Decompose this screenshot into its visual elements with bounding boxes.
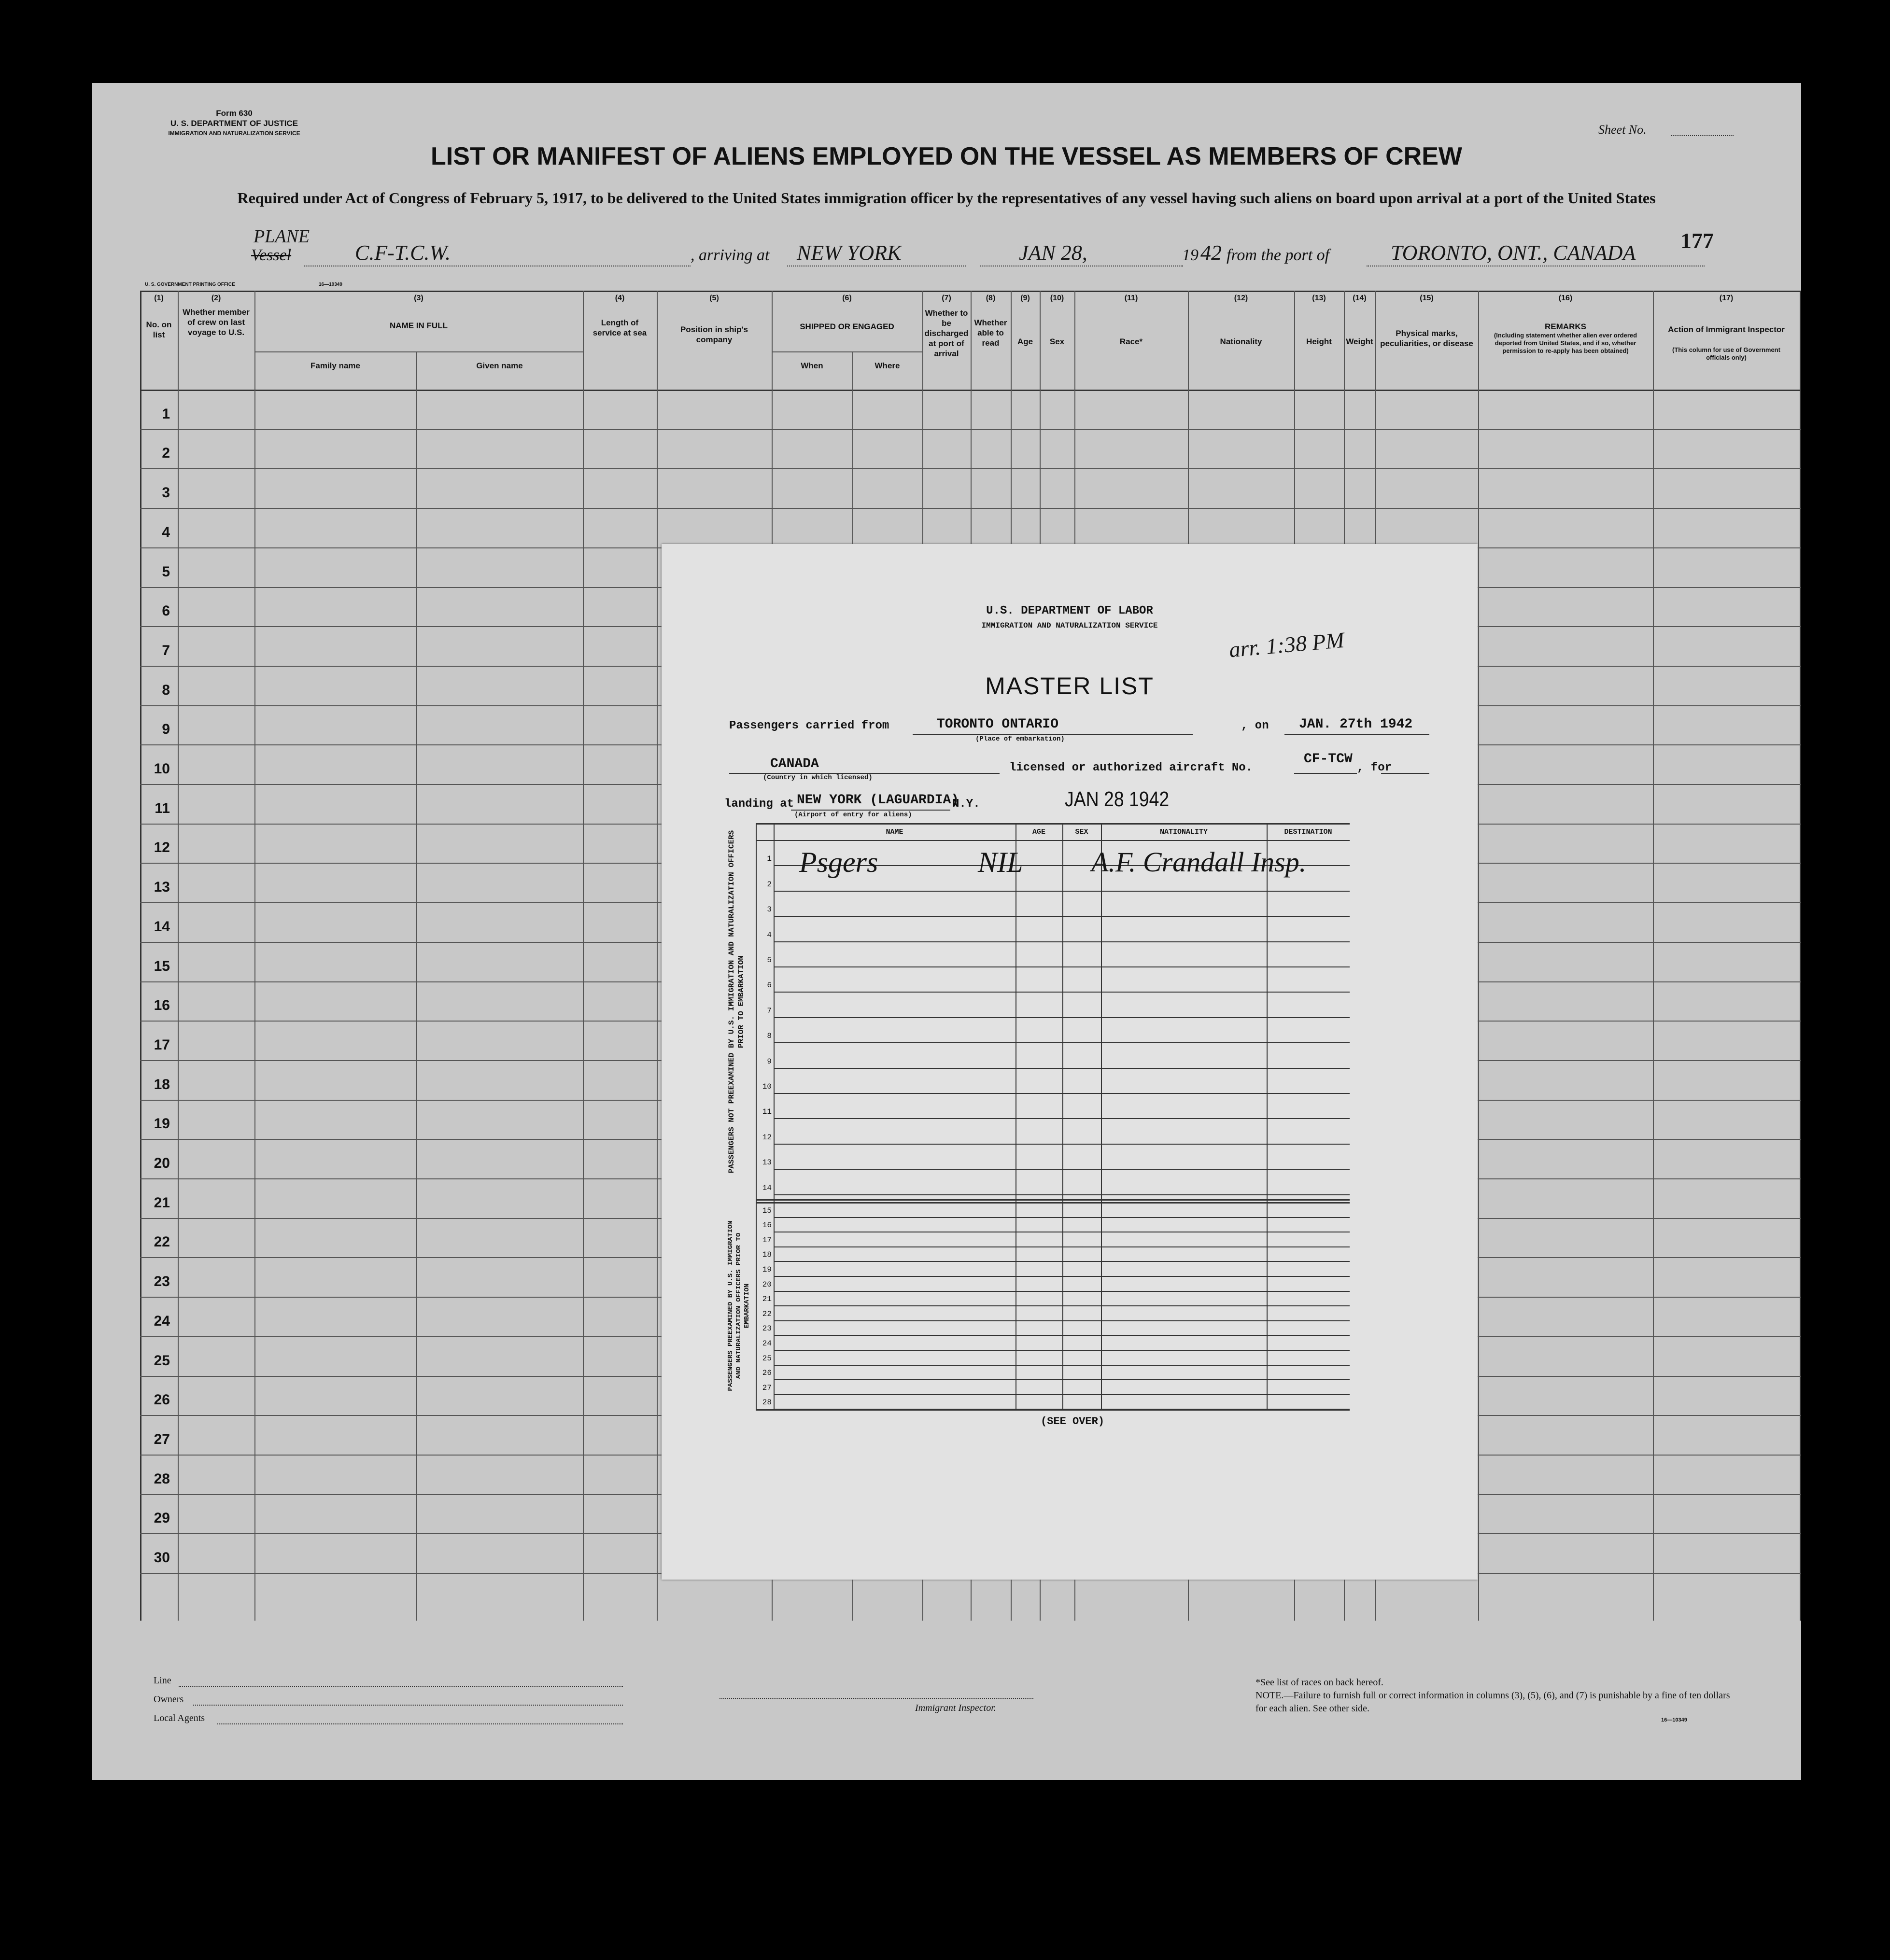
ml-on-label: , on: [1241, 719, 1269, 732]
ml-embark-caption: (Place of embarkation): [975, 735, 1065, 743]
ml-on-date: JAN. 27th 1942: [1299, 717, 1413, 732]
ml-row-rule: [774, 1409, 1350, 1410]
ml-row-number: 15: [762, 1206, 772, 1215]
ml-row-number: 23: [762, 1324, 772, 1333]
row-number: 16: [154, 997, 170, 1013]
ml-col-nationality: NATIONALITY: [1159, 828, 1208, 836]
col-label-10: Sex: [1049, 337, 1065, 346]
ml-row-rule: [774, 1350, 1350, 1351]
ml-carried-from-line: [913, 734, 1193, 735]
arriving-label: , arriving at: [691, 246, 770, 264]
ml-row-number: 25: [762, 1354, 772, 1363]
ml-row-rule: [774, 1144, 1350, 1145]
col-rule: [1800, 291, 1801, 1621]
sheet-number-label: Sheet No.: [1598, 123, 1647, 137]
ml-carried-from-label: Passengers carried from: [729, 719, 889, 732]
line-line: [179, 1686, 623, 1687]
col-num-15: (15): [1420, 294, 1434, 302]
crew-manifest-sheet: [92, 83, 1801, 1780]
col-num-6: (6): [842, 294, 852, 302]
print-code: 16—10349: [319, 282, 342, 287]
ml-row-rule: [774, 1118, 1350, 1119]
page-number: 177: [1680, 228, 1714, 253]
col-label-4: Length of service at sea: [592, 318, 647, 337]
row-number: 1: [162, 406, 170, 422]
col-label-13: Height: [1306, 337, 1332, 346]
ml-side-preexamined: PASSENGERS PREEXAMINED BY U.S. IMMIGRATION AND NATURALIZATION OFFICERS PRIOR TO EMBARKATION: [727, 1220, 751, 1391]
vessel-name: C.F-T.C.W.: [355, 241, 451, 265]
col-num-8: (8): [986, 294, 996, 302]
ml-row-number: 4: [767, 931, 772, 939]
ml-row-rule: [774, 1217, 1350, 1218]
ml-side-rule: [756, 823, 757, 1409]
ml-row-rule: [774, 992, 1350, 993]
row-number: 18: [154, 1077, 170, 1092]
ml-row-number: 12: [762, 1133, 772, 1142]
ml-row-rule: [774, 1335, 1350, 1336]
ml-see-over: (SEE OVER): [1041, 1415, 1105, 1428]
row-number: 22: [154, 1234, 170, 1250]
row-number: 11: [155, 800, 170, 816]
ml-row-number: 3: [767, 905, 772, 914]
form-subtitle: Required under Act of Congress of February 5, 1917, to be delivered to the United States immigration officer by the representatives of any vessel having such aliens on board upon arrival at a port of the United States: [237, 189, 1656, 207]
ml-landing-at: NEW YORK (LAGUARDIA): [797, 793, 959, 808]
ml-row-rule: [774, 1194, 1350, 1195]
col-given-name: Given name: [476, 361, 523, 370]
col-num-9: (9): [1020, 294, 1030, 302]
master-list-insert: [662, 544, 1478, 1580]
ml-row-number: 7: [767, 1007, 772, 1015]
ml-row-rule: [774, 1093, 1350, 1094]
ml-department: U.S. DEPARTMENT OF LABOR: [986, 604, 1153, 617]
ml-row-rule: [774, 1068, 1350, 1069]
ml-service: IMMIGRATION AND NATURALIZATION SERVICE: [981, 621, 1158, 630]
ml-row-rule: [774, 1305, 1350, 1306]
line-label: Line: [154, 1675, 171, 1686]
col-num-10: (10): [1050, 294, 1064, 302]
row-number: 12: [154, 840, 170, 855]
name-subheader-rule: [254, 351, 583, 352]
ml-row-rule: [774, 1379, 1350, 1380]
row-number: 14: [154, 919, 170, 935]
ml-row-number: 2: [767, 880, 772, 889]
penalty-note: NOTE.—Failure to furnish full or correct information in columns (3), (5), (6), and (7) is punishable by a fine of ten dollars for each alien. See other side.: [1255, 1690, 1730, 1714]
ml-landing-line: [791, 810, 950, 811]
row-number: 7: [162, 643, 170, 658]
col-num-5: (5): [709, 294, 719, 302]
vessel-label: Vessel: [251, 246, 292, 264]
footer-code: 16—10349: [1661, 1717, 1687, 1723]
local-agents-line: [217, 1723, 623, 1724]
col-label-8: Whether able to read: [974, 318, 1007, 348]
ml-hand-nil: NIL: [978, 846, 1023, 878]
row-number: 8: [162, 682, 170, 698]
col-num-12: (12): [1234, 294, 1248, 302]
owners-line: [193, 1705, 623, 1706]
year-suffix: 42: [1200, 241, 1222, 265]
col-num-4: (4): [615, 294, 625, 302]
row-number: 4: [162, 524, 170, 540]
ml-on-date-line: [1284, 734, 1429, 735]
ml-ny: N.Y.: [952, 798, 980, 811]
ml-row-rule: [774, 1365, 1350, 1366]
col-remarks-note: (Including statement whether alien ever ordered deported from United States, and if so, whether permission to re-apply has been obtained): [1494, 332, 1637, 354]
col-label-11: Race*: [1119, 337, 1143, 346]
ml-country-caption: (Country in which licensed): [763, 774, 873, 782]
row-number: 27: [154, 1431, 170, 1447]
ml-row-rule: [774, 1261, 1350, 1262]
row-number: 23: [154, 1274, 170, 1289]
col-label-6: SHIPPED OR ENGAGED: [800, 322, 894, 331]
ml-row-number: 11: [762, 1107, 772, 1116]
col-family-name: Family name: [310, 361, 360, 370]
ml-table-split-rule: [756, 1199, 1350, 1201]
col-num-17: (17): [1719, 294, 1734, 302]
ml-row-number: 8: [767, 1032, 772, 1040]
ml-row-rule: [774, 891, 1350, 892]
ml-aircraft-line: [1294, 773, 1357, 774]
owners-label: Owners: [154, 1694, 184, 1705]
col-label-5: Position in ship's company: [680, 325, 748, 344]
row-number: 10: [154, 761, 170, 777]
inspector-signature-line: [719, 1698, 1033, 1699]
col-num-1: (1): [154, 294, 164, 302]
ml-row-rule: [774, 1042, 1350, 1043]
ml-row-rule: [774, 1320, 1350, 1321]
shipped-subheader-rule: [772, 351, 922, 352]
col-num-11: (11): [1124, 294, 1138, 302]
ml-title: MASTER LIST: [985, 672, 1154, 700]
row-number: 5: [162, 564, 170, 580]
ml-row-rule: [774, 1291, 1350, 1292]
col-rule: [416, 351, 417, 1621]
ml-side-not-preexamined: PASSENGERS NOT PREEXAMINED BY U.S. IMMIGRATION AND NATURALIZATION OFFICERS PRIOR TO EMBARKATION: [727, 830, 746, 1174]
ml-table-top-rule: [756, 823, 1350, 825]
ml-landing-label: landing at: [724, 798, 794, 811]
ml-row-number: 27: [762, 1384, 772, 1392]
col-rule: [178, 291, 179, 1621]
ml-row-number: 24: [762, 1339, 772, 1348]
col-label-1: No. on list: [146, 320, 172, 339]
row-number: 28: [154, 1471, 170, 1487]
ml-row-rule: [774, 1246, 1350, 1247]
col-label-14: Weight: [1346, 337, 1373, 346]
ml-hand-passengers: Psgers: [799, 846, 878, 878]
ml-for-line: [1381, 773, 1429, 774]
col-rule: [657, 291, 658, 1621]
col-num-7: (7): [942, 294, 951, 302]
col-label-9: Age: [1017, 337, 1033, 346]
row-number: 26: [154, 1392, 170, 1408]
row-number: 24: [154, 1313, 170, 1329]
ml-row-number: 26: [762, 1369, 772, 1377]
col-label-15: Physical marks, peculiarities, or disease: [1380, 329, 1473, 348]
row-rule: [140, 429, 1801, 430]
ml-arrival-time: arr. 1:38 PM: [1228, 627, 1345, 662]
ml-row-rule: [774, 1394, 1350, 1395]
row-number: 9: [162, 721, 170, 737]
col-label-12: Nationality: [1220, 337, 1262, 346]
ml-col-name: NAME: [886, 828, 903, 836]
ml-hand-signature: A.F. Crandall Insp.: [1091, 846, 1307, 878]
arrival-port: NEW YORK: [797, 241, 902, 265]
col-label-16: REMARKS: [1545, 322, 1586, 331]
col-rule: [1478, 291, 1479, 1621]
ml-col-age: AGE: [1032, 828, 1045, 836]
ml-row-number: 1: [767, 854, 772, 863]
ml-carried-from: TORONTO ONTARIO: [937, 717, 1059, 732]
ml-row-number: 14: [762, 1184, 772, 1192]
ml-row-rule: [774, 966, 1350, 967]
printing-office: U. S. GOVERNMENT PRINTING OFFICE: [145, 282, 235, 287]
row-rule: [140, 468, 1801, 469]
col-rule: [1653, 291, 1654, 1621]
ml-row-number: 19: [762, 1265, 772, 1274]
ml-row-rule: [774, 1169, 1350, 1170]
ml-col-sex: SEX: [1075, 828, 1088, 836]
sheet-number-line: [1671, 135, 1734, 136]
col-num-3: (3): [414, 294, 423, 302]
col-label-2: Whether member of crew on last voyage to U.S.: [183, 308, 250, 337]
row-number: 30: [154, 1550, 170, 1566]
form-title: LIST OR MANIFEST OF ALIENS EMPLOYED ON THE VESSEL AS MEMBERS OF CREW: [431, 142, 1462, 170]
ml-row-number: 6: [767, 981, 772, 990]
col-label-7: Whether to be discharged at port of arrival: [924, 308, 969, 358]
ml-row-rule: [774, 941, 1350, 942]
col-label-3: NAME IN FULL: [390, 321, 448, 330]
col-where: Where: [874, 361, 900, 370]
col-when: When: [801, 361, 823, 370]
ml-licensed-label: licensed or authorized aircraft No.: [1009, 761, 1253, 774]
col-num-16: (16): [1558, 294, 1573, 302]
ml-row-number: 9: [767, 1057, 772, 1066]
ml-row-rule: [774, 916, 1350, 917]
col-rule: [583, 291, 584, 1621]
col-label-17: Action of Immigrant Inspector: [1668, 325, 1785, 334]
col-rule: [254, 291, 255, 1621]
row-number: 21: [154, 1195, 170, 1211]
row-number: 6: [162, 603, 170, 619]
ml-row-number: 17: [762, 1236, 772, 1245]
row-number: 19: [154, 1116, 170, 1132]
plane-handwritten: PLANE: [254, 226, 310, 247]
ml-row-number: 28: [762, 1398, 772, 1407]
ml-row-number: 20: [762, 1280, 772, 1289]
row-rule: [140, 508, 1801, 509]
row-number: 13: [154, 879, 170, 895]
year-prefix: 19: [1182, 246, 1199, 264]
row-number: 2: [162, 445, 170, 461]
arrival-date: JAN 28,: [1019, 241, 1087, 265]
row-number: 17: [154, 1037, 170, 1053]
ml-col-destination: DESTINATION: [1284, 828, 1332, 836]
ml-for-label: , for: [1357, 761, 1392, 774]
ml-airport-caption: (Airport of entry for aliens): [794, 811, 912, 819]
form-number: Form 630: [216, 109, 253, 118]
local-agents-label: Local Agents: [154, 1713, 205, 1723]
from-port-label: from the port of: [1227, 246, 1330, 264]
ml-row-number: 16: [762, 1221, 772, 1230]
row-number: 20: [154, 1155, 170, 1171]
ml-row-number: 22: [762, 1310, 772, 1318]
ml-row-rule: [774, 1276, 1350, 1277]
ml-row-number: 5: [767, 956, 772, 965]
row-number: 3: [162, 485, 170, 501]
col-num-13: (13): [1312, 294, 1326, 302]
row-number: 29: [154, 1510, 170, 1526]
col-action-note: (This column for use of Government officials only): [1672, 346, 1780, 361]
department-name: U. S. DEPARTMENT OF JUSTICE: [170, 119, 298, 128]
from-port: TORONTO, ONT., CANADA: [1391, 241, 1636, 265]
row-number: 15: [154, 958, 170, 974]
ml-country: CANADA: [770, 756, 819, 771]
ml-aircraft-no: CF-TCW: [1304, 752, 1353, 767]
ml-row-number: 18: [762, 1250, 772, 1259]
ml-table-header-rule: [756, 840, 1350, 841]
row-number: 25: [154, 1353, 170, 1369]
ml-row-number: 10: [762, 1082, 772, 1091]
races-note: *See list of races on back hereof.: [1255, 1677, 1383, 1688]
col-num-14: (14): [1353, 294, 1367, 302]
inspector-label: Immigrant Inspector.: [915, 1703, 996, 1713]
ml-row-number: 21: [762, 1295, 772, 1303]
ml-table-split-rule-2: [756, 1202, 1350, 1204]
service-name: IMMIGRATION AND NATURALIZATION SERVICE: [168, 130, 300, 137]
ml-row-number: 13: [762, 1158, 772, 1167]
ml-row-rule: [774, 1017, 1350, 1018]
col-num-2: (2): [211, 294, 221, 302]
form-meta: [150, 108, 319, 139]
ml-stamp-date: JAN 28 1942: [1065, 787, 1170, 811]
